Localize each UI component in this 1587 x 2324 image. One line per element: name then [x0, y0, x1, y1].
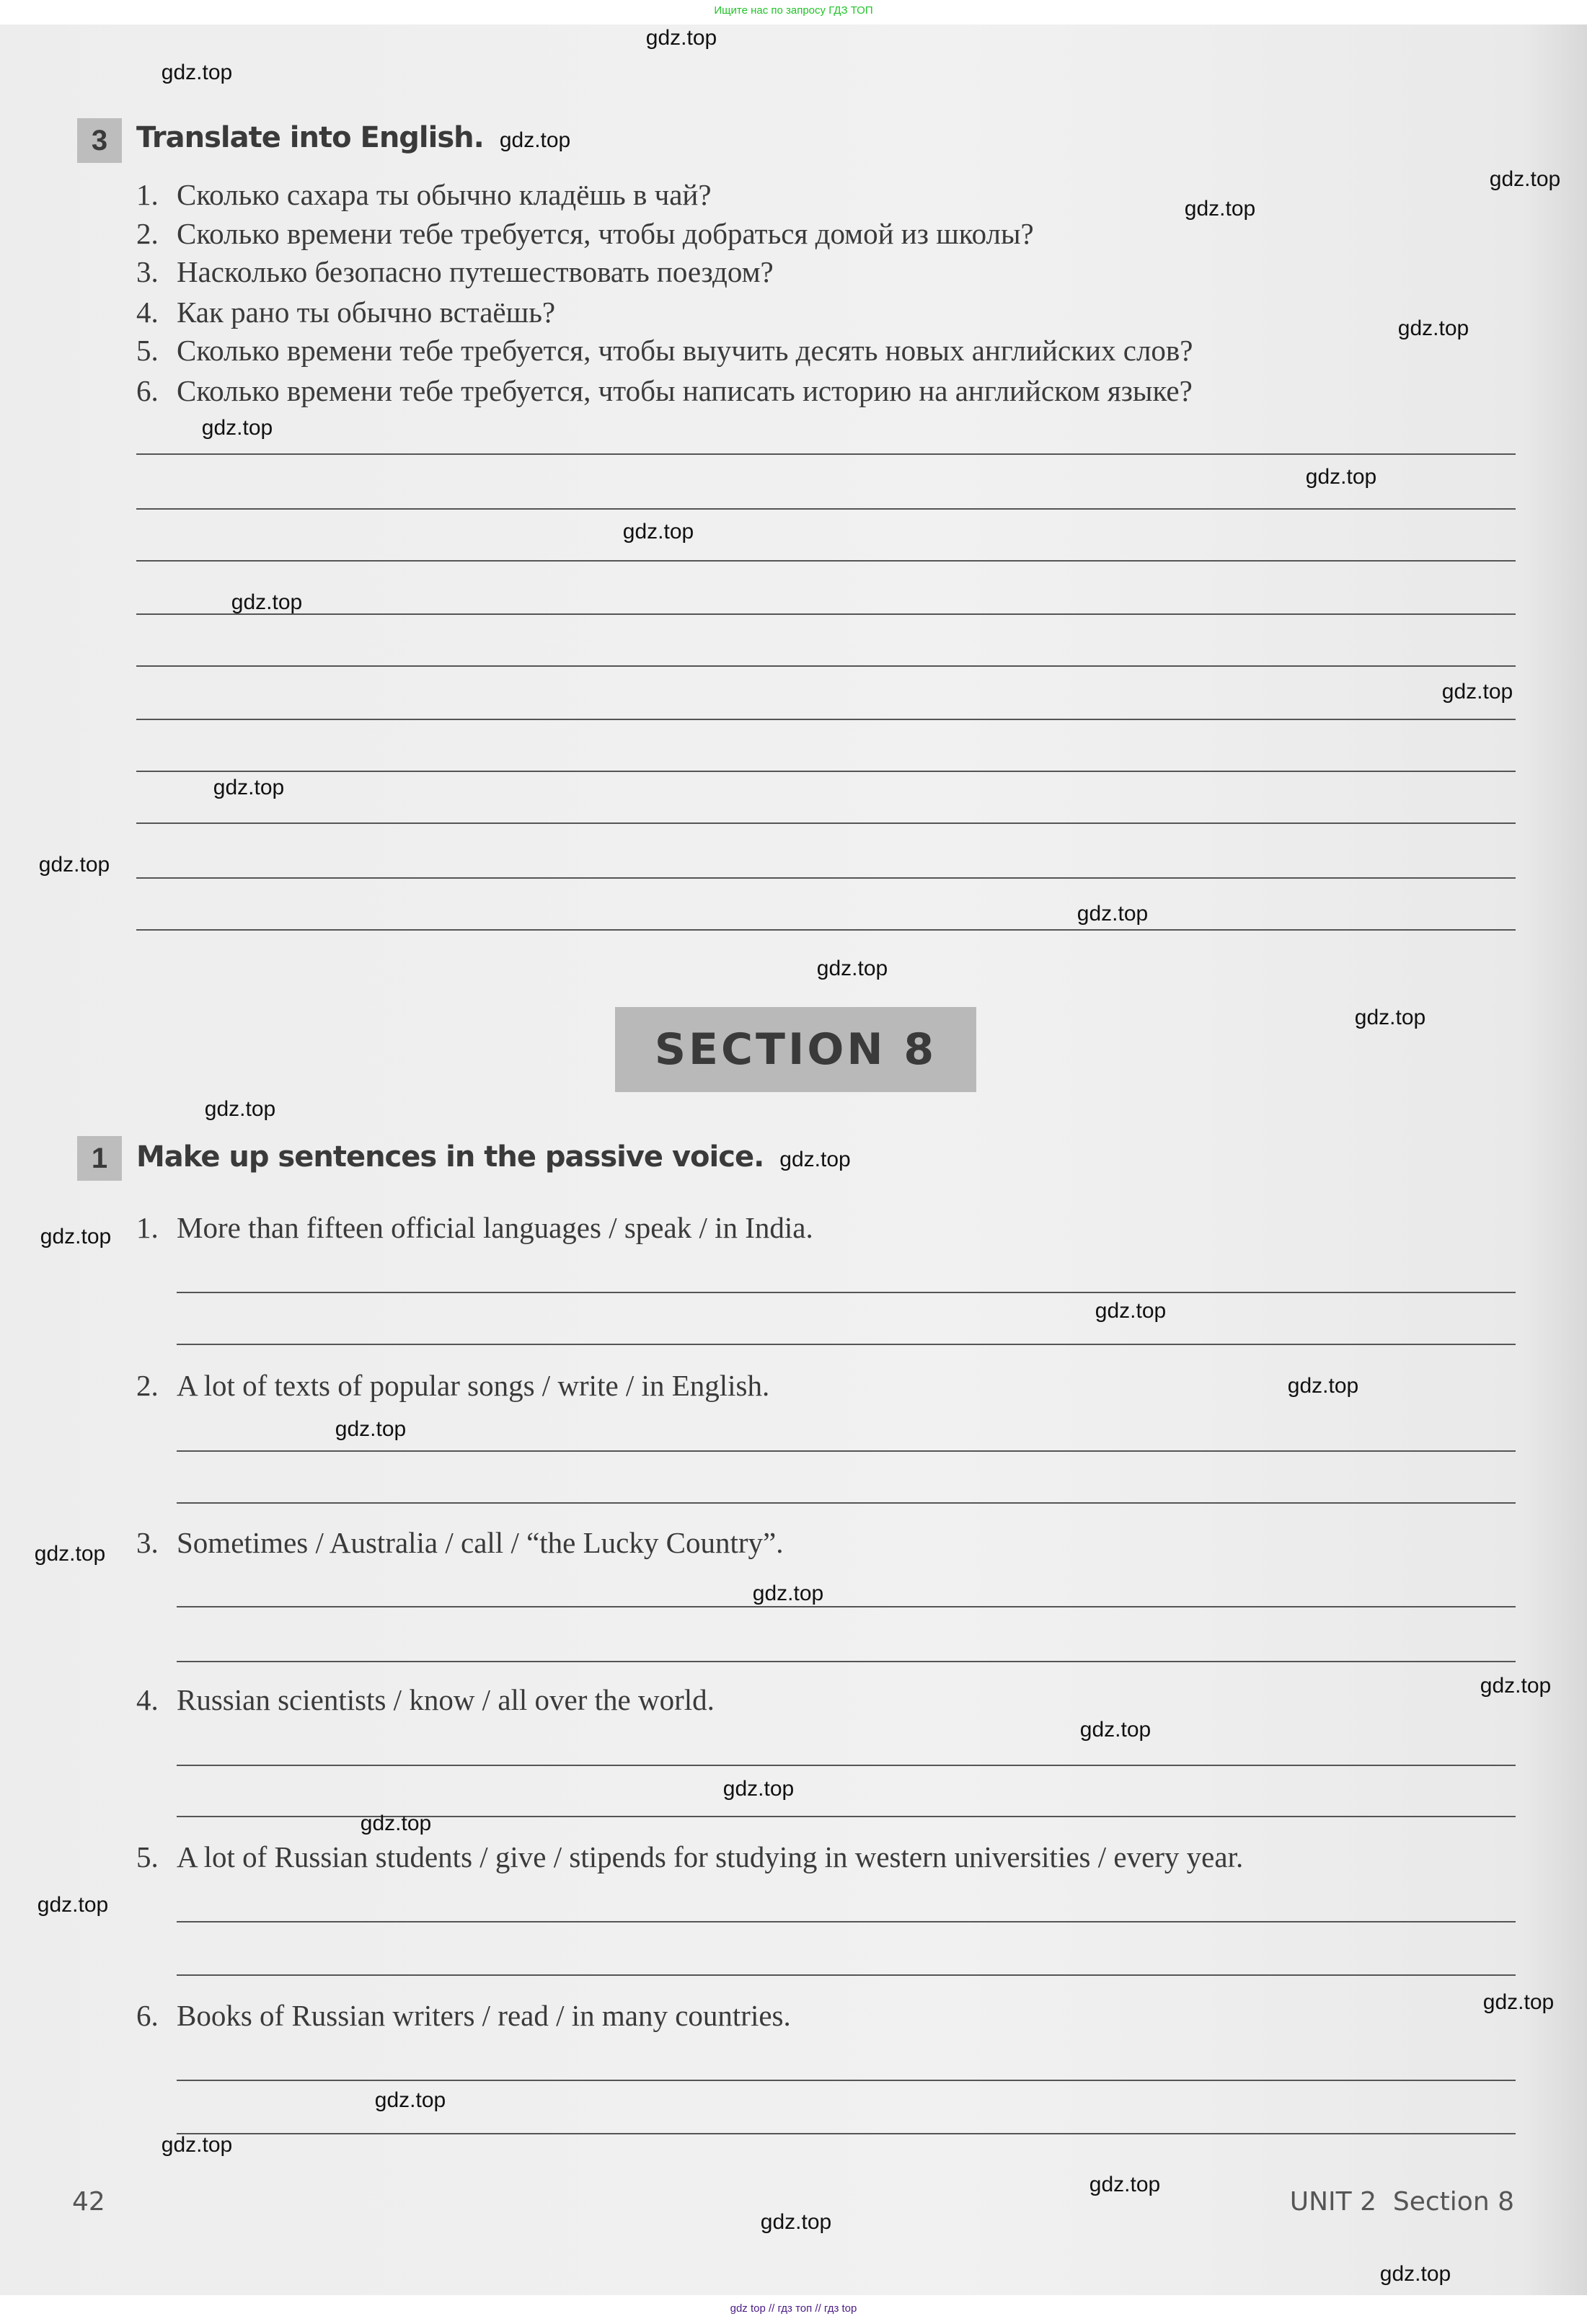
task-3-item: [136, 216, 1034, 251]
item-number: 6.: [136, 374, 159, 407]
task-3-number: 3: [77, 118, 122, 163]
watermark: gdz.top: [1441, 680, 1513, 704]
unit-section-label: [1290, 2187, 1514, 2217]
watermark: gdz.top: [1079, 1718, 1151, 1742]
item-text: Books of Russian writers / read / in many countries.: [177, 1999, 791, 2032]
task-3-item: [136, 177, 712, 212]
answer-line: [136, 771, 1516, 772]
answer-line: [136, 453, 1516, 455]
task-3-item: [136, 295, 555, 329]
task-1-title: Make up sentences in the passive voice.: [136, 1140, 764, 1174]
task-3-title-row: [136, 121, 570, 154]
item-text: More than fifteen official languages / speak / in India.: [177, 1211, 813, 1244]
task-1-item: [136, 1525, 783, 1560]
watermark: gdz.top: [374, 2088, 446, 2112]
answer-line: [136, 877, 1516, 879]
task-3-item: [136, 373, 1193, 408]
watermark: gdz.top: [161, 2133, 233, 2157]
item-text: Как рано ты обычно встаёшь?: [177, 296, 556, 329]
watermark: gdz.top: [1077, 902, 1149, 926]
item-text: Сколько времени тебе требуется, чтобы написать историю на английском языке?: [177, 374, 1193, 407]
item-number: 5.: [136, 334, 159, 367]
item-number: 6.: [136, 1999, 159, 2032]
watermark: gdz.top: [161, 61, 233, 84]
watermark: gdz.top: [38, 853, 110, 877]
answer-line: [136, 508, 1516, 510]
answer-line: [136, 665, 1516, 667]
watermark: gdz.top: [722, 1777, 795, 1801]
bottom-promo-text: gdz top // гдз топ // гдз top: [730, 2302, 857, 2315]
watermark: gdz.top: [1480, 1674, 1552, 1698]
item-number: 4.: [136, 296, 159, 329]
watermark: gdz.top: [1095, 1299, 1167, 1323]
item-text: Сколько времени тебе требуется, чтобы выучить десять новых английских слов?: [177, 334, 1193, 367]
watermark: gdz.top: [622, 520, 694, 544]
item-number: 1.: [136, 178, 159, 211]
answer-line: [177, 1292, 1516, 1293]
answer-line: [177, 1344, 1516, 1345]
answer-line: [177, 1765, 1516, 1766]
item-number: 3.: [136, 255, 159, 288]
watermark: gdz.top: [760, 2210, 832, 2234]
item-text: Насколько безопасно путешествовать поездом?: [177, 255, 774, 288]
item-number: 3.: [136, 1526, 159, 1559]
answer-line: [177, 1450, 1516, 1452]
task-1-item: [136, 1682, 715, 1717]
item-number: 4.: [136, 1683, 159, 1716]
watermark: gdz.top: [1184, 197, 1256, 221]
answer-line: [136, 560, 1516, 562]
item-number: 2.: [136, 1369, 159, 1402]
task-1-number: 1: [77, 1136, 122, 1181]
answer-line: [136, 613, 1516, 615]
item-number: 2.: [136, 217, 159, 250]
watermark: gdz.top: [213, 776, 285, 799]
watermark: gdz.top: [499, 128, 571, 152]
watermark: gdz.top: [204, 1097, 276, 1121]
section-label: Section 8: [1392, 2187, 1514, 2217]
item-text: Сколько сахара ты обычно кладёшь в чай?: [177, 178, 712, 211]
answer-line: [136, 929, 1516, 931]
watermark: gdz.top: [201, 416, 273, 440]
top-promo-text: Ищите нас по запросу ГДЗ ТОП: [714, 4, 873, 17]
watermark: gdz.top: [40, 1225, 112, 1249]
task-3-item: [136, 254, 774, 289]
answer-line: [136, 822, 1516, 824]
watermark: gdz.top: [37, 1893, 109, 1917]
watermark: gdz.top: [1482, 1990, 1555, 2014]
watermark: gdz.top: [1379, 2262, 1451, 2286]
watermark: gdz.top: [231, 590, 303, 614]
answer-line: [177, 1921, 1516, 1922]
unit-label: UNIT 2: [1289, 2187, 1376, 2217]
task-1-title-row: [136, 1140, 851, 1174]
item-number: 1.: [136, 1211, 159, 1244]
watermark: gdz.top: [1089, 2173, 1161, 2196]
task-1-item: [136, 1840, 1243, 1874]
watermark: gdz.top: [816, 957, 888, 980]
task-1-item: [136, 1998, 791, 2033]
watermark: gdz.top: [645, 26, 717, 50]
watermark: gdz.top: [335, 1417, 407, 1441]
item-text: Russian scientists / know / all over the world.: [177, 1683, 715, 1716]
answer-line: [177, 1606, 1516, 1607]
item-number: 5.: [136, 1840, 159, 1873]
item-text: A lot of Russian students / give / stipends for studying in western universities / every year.: [177, 1840, 1244, 1873]
task-3-title: Translate into English.: [136, 121, 484, 154]
task-1-item: [136, 1210, 813, 1245]
item-text: Sometimes / Australia / call / “the Lucky Country”.: [177, 1526, 784, 1559]
task-1-item: [136, 1368, 769, 1403]
item-text: A lot of texts of popular songs / write / in English.: [177, 1369, 770, 1402]
answer-line: [177, 1974, 1516, 1976]
answer-line: [177, 2080, 1516, 2081]
page-number: 42: [72, 2187, 105, 2217]
answer-line: [177, 2133, 1516, 2134]
section-heading: SECTION 8: [615, 1007, 976, 1092]
item-text: Сколько времени тебе требуется, чтобы добраться домой из школы?: [177, 217, 1034, 250]
watermark: gdz.top: [360, 1811, 432, 1835]
watermark: gdz.top: [1489, 167, 1561, 191]
answer-line: [136, 719, 1516, 720]
watermark: gdz.top: [1397, 316, 1469, 340]
watermark: gdz.top: [779, 1148, 851, 1171]
watermark: gdz.top: [1287, 1374, 1359, 1398]
watermark: gdz.top: [34, 1542, 106, 1566]
watermark: gdz.top: [1305, 465, 1377, 489]
answer-line: [177, 1502, 1516, 1504]
watermark: gdz.top: [1354, 1006, 1426, 1029]
task-3-item: [136, 333, 1193, 368]
answer-line: [177, 1661, 1516, 1662]
watermark: gdz.top: [752, 1582, 824, 1605]
